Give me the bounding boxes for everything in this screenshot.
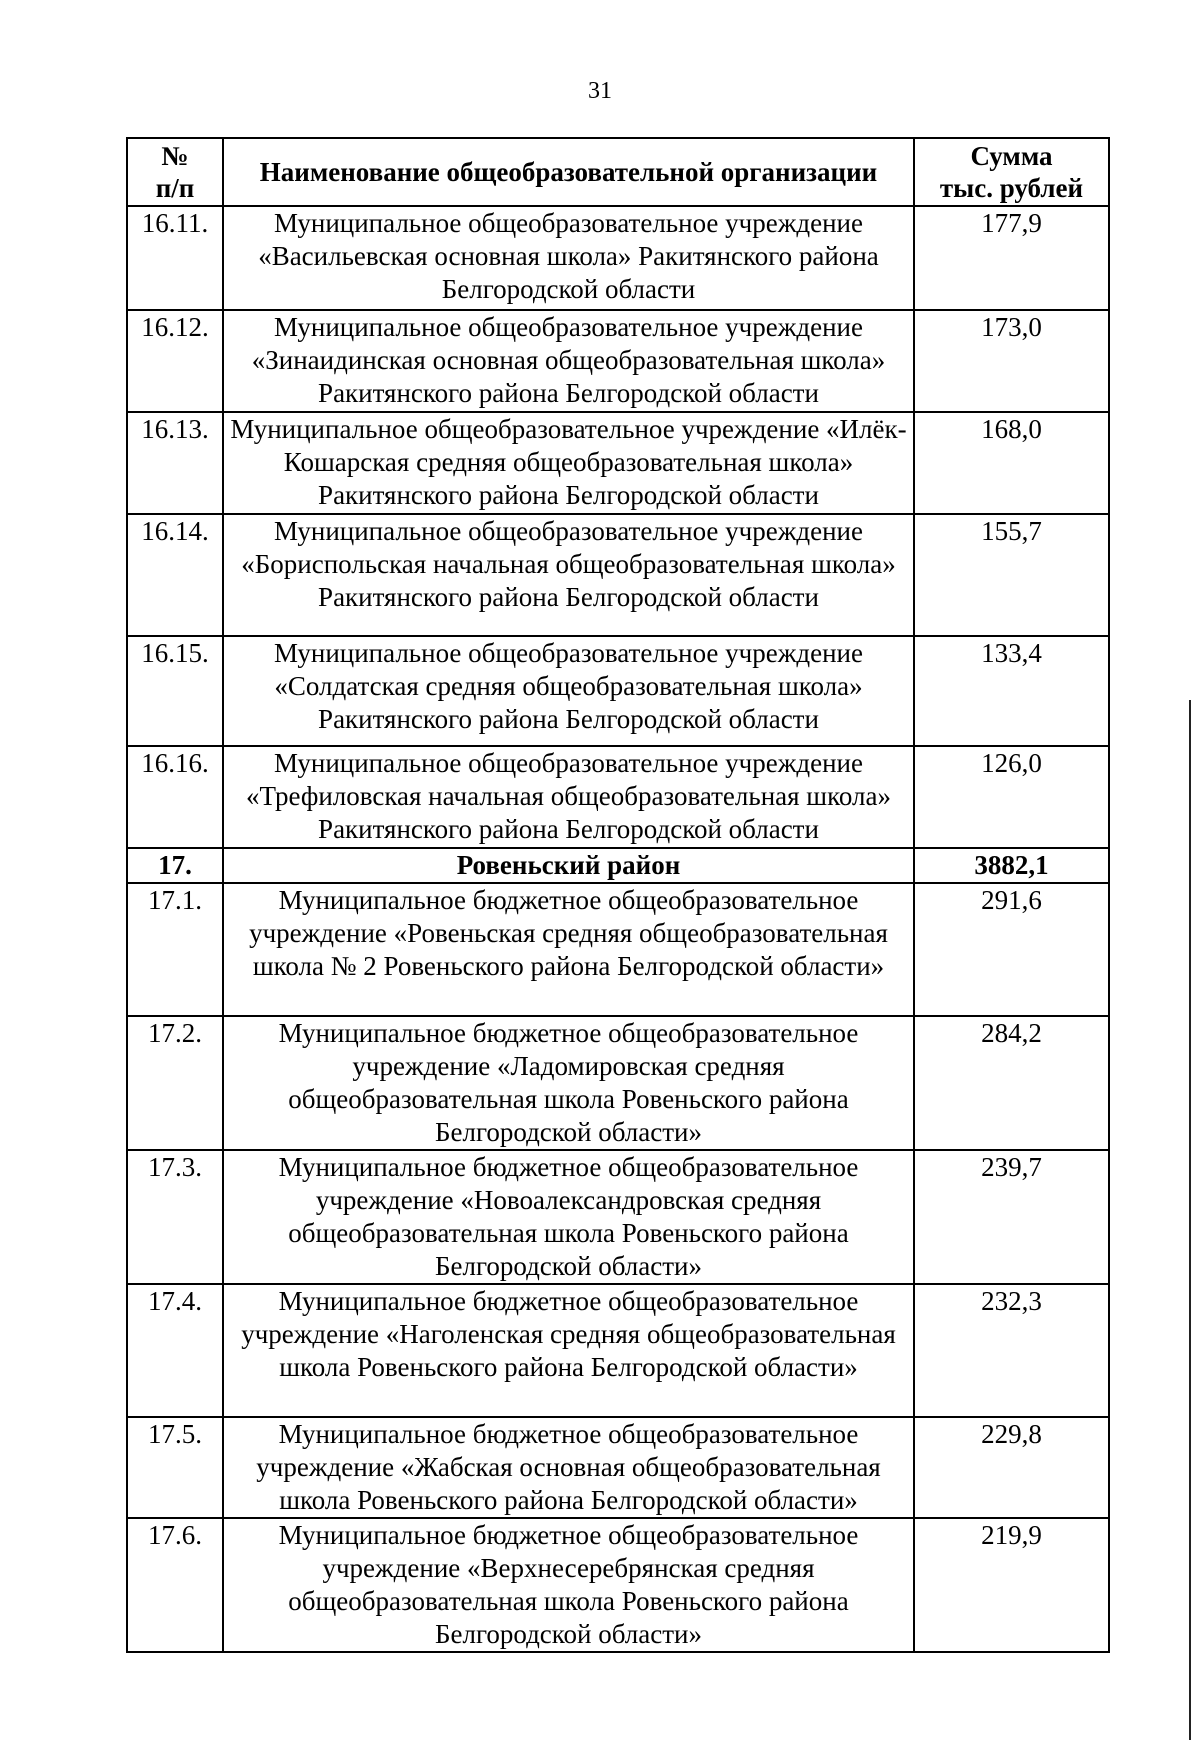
- table-row: [127, 412, 1109, 514]
- scan-edge-line: [1189, 700, 1191, 1740]
- page-number: 31: [588, 78, 612, 104]
- row-number: 17.4.: [127, 1284, 223, 1417]
- row-number: 16.15.: [127, 636, 223, 746]
- table-row: [127, 514, 1109, 636]
- amount: 291,6: [914, 883, 1109, 1016]
- organization-name: Муниципальное общеобразовательное учреждение «Трефиловская начальная общеобразовательная школа» Ракитянского района Белгородской области: [223, 746, 914, 848]
- amount: 219,9: [914, 1518, 1109, 1652]
- organization-name: Муниципальное общеобразовательное учреждение «Бориспольская начальная общеобразовательная школа» Ракитянского района Белгородской области: [223, 514, 914, 636]
- organization-name: Муниципальное общеобразовательное учреждение «Илёк-Кошарская средняя общеобразовательная школа» Ракитянского района Белгородской области: [223, 412, 914, 514]
- table-row: [127, 206, 1109, 310]
- organization-name: Муниципальное бюджетное общеобразовательное учреждение «Ладомировская средняя общеобразовательная школа Ровеньского района Белгородской области»: [223, 1016, 914, 1150]
- row-number: 17.3.: [127, 1150, 223, 1284]
- amount: 284,2: [914, 1016, 1109, 1150]
- table-row: [127, 1150, 1109, 1284]
- header-number-line1: №: [161, 141, 189, 171]
- header-name: Наименование общеобразовательной организации: [223, 138, 914, 206]
- row-number: 16.16.: [127, 746, 223, 848]
- amount: 173,0: [914, 310, 1109, 412]
- row-number: 17.6.: [127, 1518, 223, 1652]
- amount: 3882,1: [914, 848, 1109, 883]
- section-row: [127, 848, 1109, 883]
- organization-name: Муниципальное общеобразовательное учреждение «Васильевская основная школа» Ракитянского района Белгородской области: [223, 206, 914, 310]
- amount: 232,3: [914, 1284, 1109, 1417]
- row-number: 17.1.: [127, 883, 223, 1016]
- table-row: [127, 1417, 1109, 1518]
- row-number: 16.12.: [127, 310, 223, 412]
- table-row: [127, 1518, 1109, 1652]
- organization-name: Муниципальное бюджетное общеобразовательное учреждение «Ровеньская средняя общеобразовательная школа № 2 Ровеньского района Белгородской области»: [223, 883, 914, 1016]
- table-row: [127, 883, 1109, 1016]
- amount: 133,4: [914, 636, 1109, 746]
- table-row: [127, 1284, 1109, 1417]
- row-number: 17.5.: [127, 1417, 223, 1518]
- amount: 168,0: [914, 412, 1109, 514]
- table-row: [127, 1016, 1109, 1150]
- organization-name: Муниципальное общеобразовательное учреждение «Солдатская средняя общеобразовательная школа» Ракитянского района Белгородской области: [223, 636, 914, 746]
- organization-name: Муниципальное бюджетное общеобразовательное учреждение «Новоалександровская средняя общеобразовательная школа Ровеньского района Белгородской области»: [223, 1150, 914, 1284]
- amount: 229,8: [914, 1417, 1109, 1518]
- header-sum-line1: Сумма: [970, 141, 1053, 171]
- table-body: [127, 206, 1109, 1652]
- amount: 177,9: [914, 206, 1109, 310]
- row-number: 16.14.: [127, 514, 223, 636]
- row-number: 17.2.: [127, 1016, 223, 1150]
- header-number: [127, 138, 223, 206]
- row-number: 17.: [127, 848, 223, 883]
- table-row: [127, 310, 1109, 412]
- table-row: [127, 636, 1109, 746]
- row-number: 16.13.: [127, 412, 223, 514]
- header-sum-line2: тыс. рублей: [939, 173, 1084, 203]
- amount: 239,7: [914, 1150, 1109, 1284]
- allocation-table: [126, 137, 1110, 1653]
- organization-name: Муниципальное бюджетное общеобразовательное учреждение «Жабская основная общеобразовательная школа Ровеньского района Белгородской области»: [223, 1417, 914, 1518]
- organization-name: Ровеньский район: [223, 848, 914, 883]
- row-number: 16.11.: [127, 206, 223, 310]
- header-sum: [914, 138, 1109, 206]
- table-header: [127, 138, 1109, 206]
- table-row: [127, 746, 1109, 848]
- organization-name: Муниципальное общеобразовательное учреждение «Зинаидинская основная общеобразовательная школа» Ракитянского района Белгородской области: [223, 310, 914, 412]
- organization-name: Муниципальное бюджетное общеобразовательное учреждение «Верхнесеребрянская средняя общеобразовательная школа Ровеньского района Белгородской области»: [223, 1518, 914, 1652]
- amount: 155,7: [914, 514, 1109, 636]
- amount: 126,0: [914, 746, 1109, 848]
- header-number-line2: п/п: [155, 173, 195, 203]
- organization-name: Муниципальное бюджетное общеобразовательное учреждение «Наголенская средняя общеобразовательная школа Ровеньского района Белгородской области»: [223, 1284, 914, 1417]
